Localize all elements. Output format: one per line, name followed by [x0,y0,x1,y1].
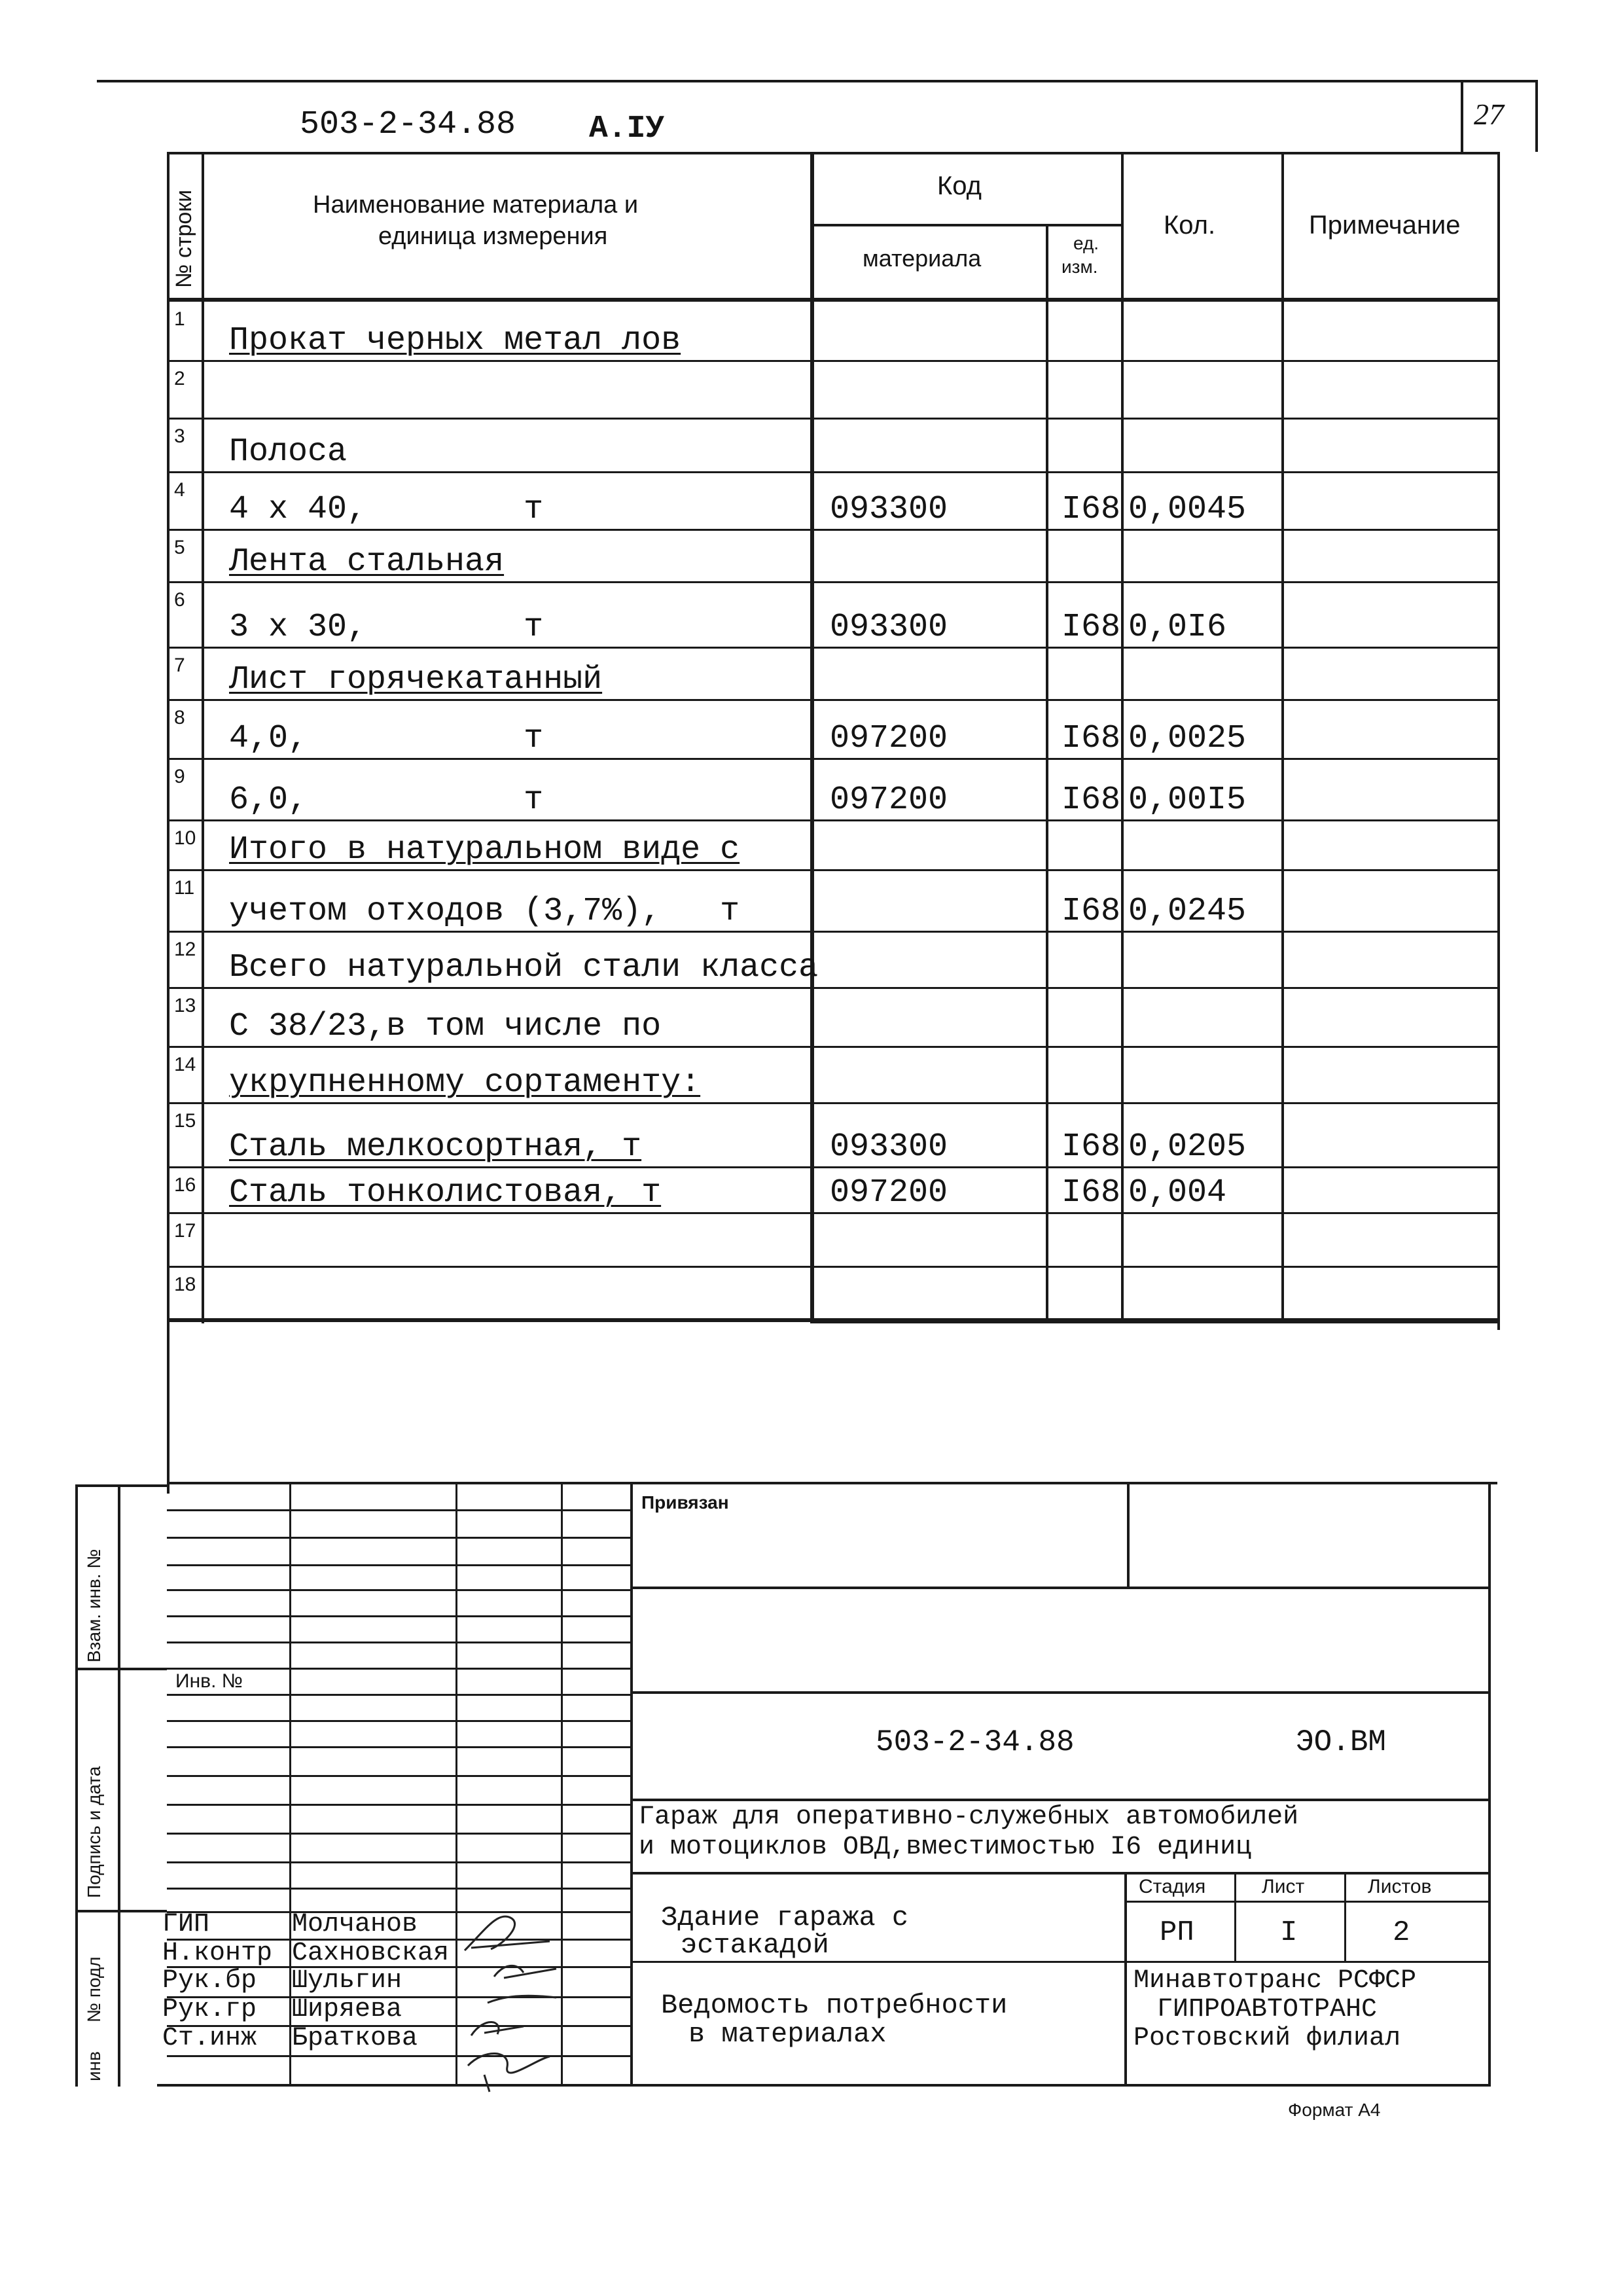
row-name: 6,0, т [229,781,544,819]
row-unit: I68 [1061,720,1121,757]
stamp-doc-mark: ЭО.ВМ [1296,1725,1387,1759]
stamp-bottom [157,2084,1491,2087]
sheet-title-line2: в материалах [688,2018,887,2050]
stamp-grid-line [167,1833,632,1835]
building-line2: эстакадой [681,1929,829,1961]
row-name: укрупненному сортаменту: [229,1064,701,1102]
object-title-line2: и мотоциклов ОВД,вместимостью I6 единиц [639,1833,1252,1862]
stamp-grid-line [167,1482,632,1484]
row-qty: 0,0025 [1128,720,1247,757]
row-line [167,758,1500,760]
sheets-value: 2 [1393,1916,1410,1949]
stamp-role: Рук.гр [162,1995,257,2024]
stamp-grid-line [167,1775,632,1777]
org-line3: Ростовский филиал [1133,2024,1401,2053]
row-number: 5 [174,537,185,558]
row-number: 11 [174,877,195,899]
row-unit: I68 [1061,1174,1121,1211]
stamp-grid-line [167,1615,632,1617]
stamp-person-name: Молчанов [292,1910,418,1939]
stage-value: РП [1160,1916,1194,1949]
stamp-person-name: Сахновская [292,1939,450,1968]
row-material-code: 097200 [830,720,948,757]
row-unit: I68 [1061,609,1121,646]
stamp-grid-line [167,1804,632,1806]
linked-label: Привязан [641,1492,729,1513]
row-number: 10 [174,827,196,849]
table-frame-right [1497,152,1500,1330]
row-line [167,699,1500,701]
row-line [167,1166,1500,1168]
sheet-title-line1: Ведомость потребности [661,1990,1008,2021]
row-unit: I68 [1061,491,1121,528]
row-line [167,529,1500,531]
row-line [167,581,1500,583]
page-number-box-right [1535,80,1538,152]
header-unit-line2: изм. [1061,257,1098,277]
header-name-line2: единица измерения [378,223,608,250]
stamp-h-object-bottom [630,1872,1491,1874]
row-material-code: 093300 [830,1128,948,1166]
stamp-role: Н.контр [162,1939,273,1968]
side-label-replace: Взам. инв. № [84,1549,104,1662]
stamp-role: ГИП [162,1910,210,1939]
row-number: 17 [174,1220,196,1242]
header-note: Примечание [1309,211,1461,240]
stamp-grid-line [167,1509,632,1511]
header-bottom [167,298,1500,302]
sig-col1 [289,1482,291,2084]
row-line [167,1318,1500,1320]
row-number: 18 [174,1274,196,1295]
row-name: учетом отходов (3,7%), т [229,893,740,930]
stamp-grid-line [167,1668,632,1670]
row-qty: 0,0045 [1128,491,1247,528]
stamp-h-stage-labels [1124,1901,1491,1903]
header-name-line1: Наименование материала и [313,191,639,219]
stamp-role: Рук.бр [162,1966,257,1996]
stamp-side-top [75,1484,167,1487]
row-name: 4,0, т [229,720,544,757]
inv-no-label: Инв. № [175,1670,243,1692]
row-line [167,819,1500,821]
col-divider-qty [1281,152,1284,1323]
sheet-value: I [1280,1916,1298,1949]
row-name: Всего натуральной стали класса [229,949,819,986]
side-label-signature: Подпись и дата [84,1766,104,1898]
sheets-label: Листов [1368,1876,1432,1897]
header-album: А.IУ [589,111,665,147]
row-qty: 0,0I6 [1128,609,1227,646]
stamp-h-building-bottom [630,1961,1128,1963]
row-name: 3 х 30, т [229,609,544,646]
row-number: 8 [174,707,185,728]
format-label: Формат А4 [1288,2100,1381,2120]
row-name: Итого в натуральном виде с [229,831,740,869]
side-label-inv: инв [84,2051,104,2081]
stamp-grid-line [167,1537,632,1539]
row-material-code: 093300 [830,609,948,646]
row-number: 15 [174,1110,196,1132]
stamp-v-sheet [1234,1872,1236,1962]
stamp-v-sheets [1344,1872,1346,1962]
col-divider-material [1046,224,1048,1323]
row-line [167,360,1500,362]
stage-label: Стадия [1139,1876,1206,1897]
stamp-grid-line [167,1861,632,1863]
header-row-number: № строки [171,189,196,288]
row-line [167,471,1500,473]
stamp-person-name: Ширяева [292,1995,402,2024]
stamp-h-stage-values [1124,1961,1491,1963]
table-frame-left [167,152,169,1494]
row-line [167,987,1500,989]
stamp-doc-code: 503-2-34.88 [876,1725,1075,1759]
stamp-person-name: Браткова [292,2024,418,2053]
signatures-icon [458,1905,563,2094]
stamp-person-name: Шульгин [292,1966,402,1996]
header-material: материала [863,245,982,272]
stamp-side-mid2 [75,1910,167,1912]
row-material-code: 093300 [830,491,948,528]
row-line [167,1102,1500,1104]
row-qty: 0,00I5 [1128,781,1247,819]
row-material-code: 097200 [830,781,948,819]
row-material-code: 097200 [830,1174,948,1211]
row-number: 9 [174,766,185,787]
row-number: 2 [174,368,185,389]
row-name: Лента стальная [229,543,505,581]
row-unit: I68 [1061,1128,1121,1166]
building-line1: Здание гаража с [661,1902,909,1933]
table-frame-top [167,152,1500,154]
row-number: 4 [174,479,185,501]
row-qty: 0,0205 [1128,1128,1247,1166]
row-number: 12 [174,939,196,960]
sig-col2 [455,1482,457,2084]
col-divider-name [810,152,814,1323]
row-number: 13 [174,995,196,1016]
row-number: 16 [174,1174,196,1196]
row-number: 3 [174,425,185,447]
row-line [167,869,1500,871]
row-name: Сталь мелкосортная, т [229,1128,642,1166]
stamp-grid-line [167,1564,632,1566]
stamp-role: Ст.инж [162,2024,257,2053]
row-number: 7 [174,655,185,676]
stamp-grid-line [167,1589,632,1591]
header-qty: Кол. [1164,211,1216,240]
page-number-box-left [1461,80,1463,152]
row-name: Прокат черных метал лов [229,322,681,359]
top-rule [97,80,1537,82]
stamp-h-code-top [630,1691,1491,1694]
stamp-outer-left [75,1484,78,2087]
row-line [167,931,1500,933]
header-doc-number: 503-2-34.88 [300,106,516,143]
page-number: 27 [1474,98,1504,131]
row-line [167,1266,1500,1268]
row-line [167,647,1500,649]
stamp-grid-line [167,1694,632,1696]
row-unit: I68 [1061,893,1121,930]
stamp-right [1488,1482,1491,2084]
row-qty: 0,004 [1128,1174,1227,1211]
row-line [167,1046,1500,1048]
org-line1: Минавтотранс РСФСР [1133,1966,1417,1996]
row-line [167,1212,1500,1214]
stamp-h-linked [630,1587,1491,1589]
stamp-side-mid1 [75,1668,167,1670]
stamp-col-linked [1127,1482,1130,1587]
header-code: Код [937,171,982,200]
row-unit: I68 [1061,781,1121,819]
row-qty: 0,0245 [1128,893,1247,930]
col-divider-unit [1121,152,1124,1323]
row-number: 1 [174,308,185,330]
row-name: С 38/23,в том числе по [229,1008,662,1045]
stamp-side-divider [118,1484,120,2087]
stamp-grid-line [167,1720,632,1722]
header-unit-line1: ед. [1073,233,1099,253]
stamp-grid-line [167,1641,632,1643]
row-name: 4 х 40, т [229,491,544,528]
object-title-line1: Гараж для оперативно-служебных автомобилей [639,1803,1299,1832]
row-line [167,418,1500,420]
row-name: Полоса [229,433,348,471]
stamp-grid-line [167,1746,632,1748]
stamp-v-stage [1124,1872,1127,2087]
col-divider-rownum [202,152,204,1323]
side-label-orig: № подл [84,1956,104,2022]
sig-col4 [630,1482,633,2084]
row-number: 14 [174,1054,196,1075]
org-line2: ГИПРОАВТОТРАНС [1157,1995,1378,2024]
stamp-h-code-bottom [630,1799,1491,1801]
stamp-grid-line [167,1888,632,1890]
row-name: Лист горячекатанный [229,661,603,698]
row-name: Сталь тонколистовая, т [229,1174,662,1211]
row-number: 6 [174,589,185,611]
sheet-label: Лист [1262,1876,1305,1897]
code-subheader-line [810,224,1123,226]
